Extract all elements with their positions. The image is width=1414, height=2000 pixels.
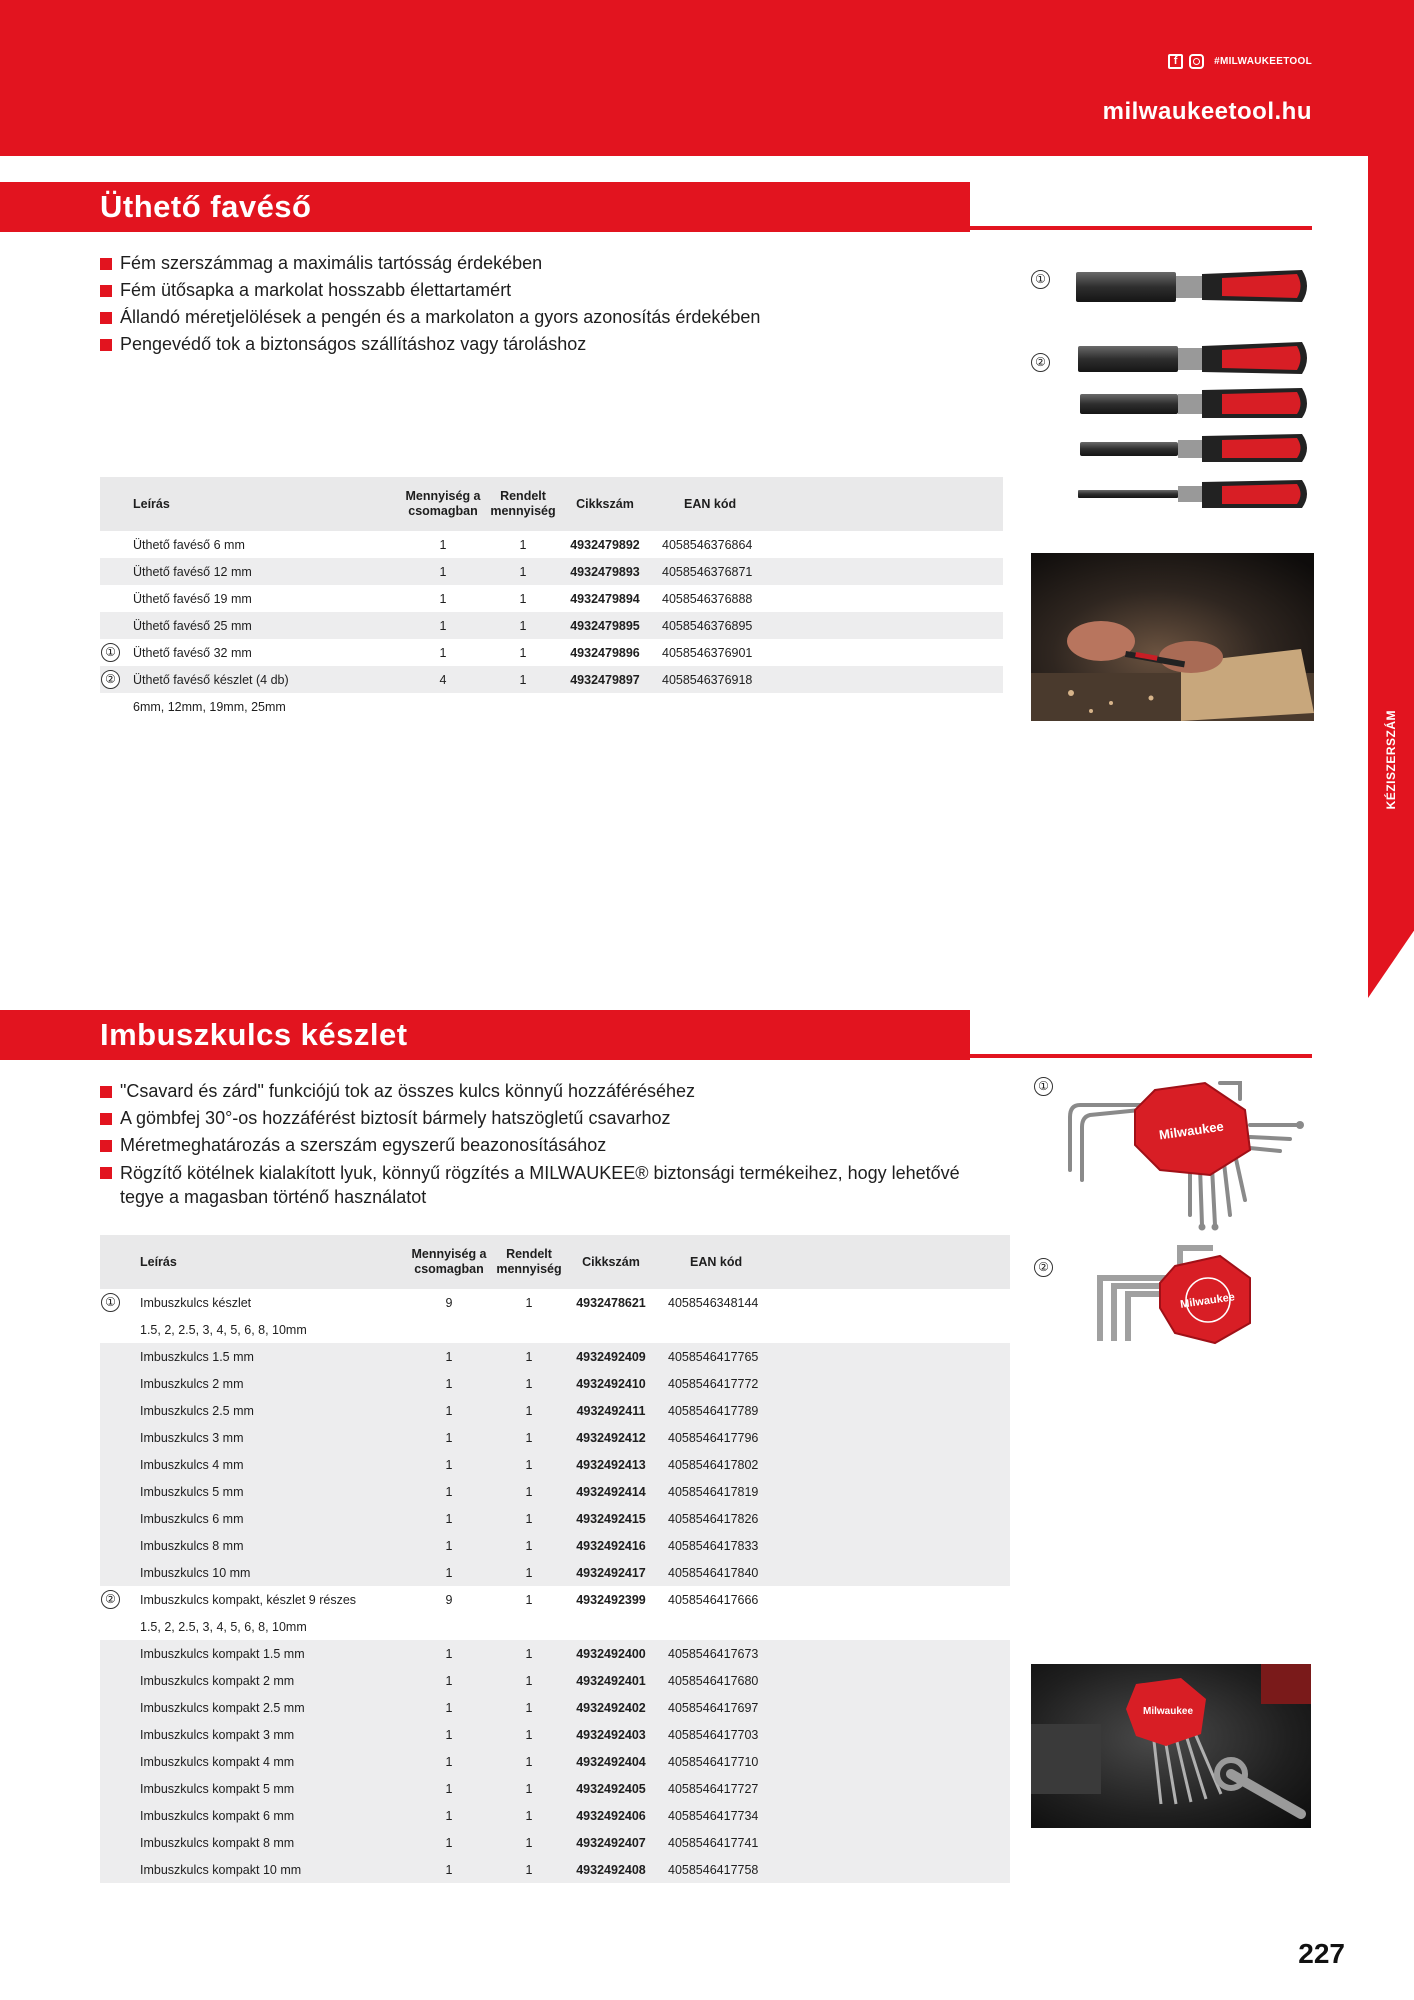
table-row bbox=[100, 531, 1003, 558]
cell-pack-quantity: 1 bbox=[406, 1856, 492, 1883]
cell-description: Üthető favéső 19 mm bbox=[133, 591, 252, 606]
cell-description: Imbuszkulcs 2 mm bbox=[100, 1370, 406, 1397]
header-order-quantity bbox=[492, 1235, 566, 1289]
cell-pack-quantity: 1 bbox=[406, 1343, 492, 1370]
header-pack-quantity-line2: csomagban bbox=[414, 1262, 484, 1276]
header-order-quantity-line2: mennyiség bbox=[496, 1262, 562, 1276]
cell-order-quantity: 1 bbox=[492, 1748, 566, 1775]
feature-item: Állandó méretjelölések a pengén és a markolaton a gyors azonosítás érdekében bbox=[100, 304, 760, 331]
hex-key-usage-photo bbox=[1031, 1664, 1311, 1828]
cell-order-quantity: 1 bbox=[525, 1295, 533, 1310]
cell-ean: 4058546417727 bbox=[656, 1775, 1010, 1802]
cell-pack-quantity: 1 bbox=[439, 591, 447, 606]
table-row bbox=[100, 585, 1003, 612]
table-row bbox=[100, 1343, 1010, 1370]
cell-pack-quantity bbox=[406, 1316, 492, 1343]
cell-ean: 4058546417772 bbox=[656, 1370, 1010, 1397]
cell-article-number bbox=[566, 1316, 656, 1343]
chisel-product-image bbox=[1072, 262, 1316, 512]
table-row bbox=[100, 1478, 1010, 1505]
cell-ean: 4058546417802 bbox=[656, 1451, 1010, 1478]
cell-ean: 4058546417765 bbox=[656, 1343, 1010, 1370]
cell-article-number bbox=[566, 1613, 656, 1640]
header-order-quantity-line1: Rendelt bbox=[506, 1247, 552, 1261]
cell-article-number: 4932492401 bbox=[566, 1667, 656, 1694]
instagram-icon[interactable] bbox=[1189, 54, 1204, 69]
cell-order-quantity: 1 bbox=[525, 1592, 533, 1607]
cell-description: Üthető favéső 6 mm bbox=[133, 537, 245, 552]
product-table bbox=[100, 1235, 1010, 1883]
cell-ean: 4058546376918 bbox=[650, 666, 1003, 693]
table-row bbox=[100, 1667, 1010, 1694]
cell-description: Imbuszkulcs 10 mm bbox=[100, 1559, 406, 1586]
cell-ean: 4058546417826 bbox=[656, 1505, 1010, 1532]
cell-article-number: 4932492407 bbox=[566, 1829, 656, 1856]
cell-ean bbox=[656, 1613, 1010, 1640]
cell-order-quantity: 1 bbox=[486, 612, 560, 639]
product-table bbox=[100, 477, 1003, 720]
cell-article-number: 4932492412 bbox=[566, 1424, 656, 1451]
cell-description: Imbuszkulcs 6 mm bbox=[100, 1505, 406, 1532]
image-marker-2: ② bbox=[1034, 1258, 1053, 1277]
cell-ean: 4058546417819 bbox=[656, 1478, 1010, 1505]
section-title-underline bbox=[970, 226, 1312, 230]
cell-ean: 4058546417710 bbox=[656, 1748, 1010, 1775]
cell-article-number: 4932479896 bbox=[570, 645, 640, 660]
cell-description: Imbuszkulcs kompakt 2 mm bbox=[100, 1667, 406, 1694]
image-marker-1: ① bbox=[1031, 270, 1050, 289]
row-marker: ② bbox=[101, 670, 120, 689]
cell-order-quantity: 1 bbox=[492, 1370, 566, 1397]
cell-article-number: 4932492415 bbox=[566, 1505, 656, 1532]
table-row bbox=[100, 666, 1003, 693]
cell-ean: 4058546417734 bbox=[656, 1802, 1010, 1829]
table-row bbox=[100, 1856, 1010, 1883]
cell-description: Imbuszkulcs kompakt 10 mm bbox=[100, 1856, 406, 1883]
section-title-bar bbox=[0, 1010, 970, 1060]
cell-article-number: 4932492416 bbox=[566, 1532, 656, 1559]
cell-order-quantity: 1 bbox=[492, 1721, 566, 1748]
section-title-underline bbox=[970, 1054, 1312, 1058]
cell-description: Imbuszkulcs kompakt 6 mm bbox=[100, 1802, 406, 1829]
cell-ean: 4058546417673 bbox=[656, 1640, 1010, 1667]
cell-pack-quantity: 1 bbox=[439, 537, 447, 552]
chisel-6mm bbox=[1078, 480, 1307, 508]
cell-description: Imbuszkulcs kompakt 8 mm bbox=[100, 1829, 406, 1856]
table-row bbox=[100, 558, 1003, 585]
cell-description: 6mm, 12mm, 19mm, 25mm bbox=[133, 699, 286, 714]
table-row bbox=[100, 1559, 1010, 1586]
cell-pack-quantity: 1 bbox=[406, 1505, 492, 1532]
header-band bbox=[0, 0, 1414, 156]
cell-order-quantity: 1 bbox=[492, 1424, 566, 1451]
cell-article-number: 4932492408 bbox=[566, 1856, 656, 1883]
cell-article-number: 4932492400 bbox=[566, 1640, 656, 1667]
cell-pack-quantity: 1 bbox=[406, 1424, 492, 1451]
hex-key-set-image bbox=[1040, 1075, 1312, 1235]
header-article-number: Cikkszám bbox=[566, 1235, 656, 1289]
cell-pack-quantity: 1 bbox=[406, 1451, 492, 1478]
cell-description: Imbuszkulcs kompakt, készlet 9 részes bbox=[140, 1592, 357, 1607]
cell-pack-quantity: 1 bbox=[406, 1694, 492, 1721]
feature-item: "Csavard és zárd" funkciójú tok az összes kulcs könnyű hozzáféréséhez bbox=[100, 1078, 960, 1105]
table-header-row bbox=[100, 1235, 1010, 1289]
table-row bbox=[100, 1289, 1010, 1316]
cell-pack-quantity: 1 bbox=[406, 1370, 492, 1397]
cell-order-quantity: 1 bbox=[492, 1667, 566, 1694]
cell-article-number: 4932492410 bbox=[566, 1370, 656, 1397]
cell-description: Üthető favéső 25 mm bbox=[100, 612, 400, 639]
cell-description: Imbuszkulcs készlet bbox=[140, 1295, 252, 1310]
hashtag: #MILWAUKEETOOL bbox=[1214, 56, 1312, 67]
cell-order-quantity: 1 bbox=[492, 1451, 566, 1478]
cell-article-number bbox=[560, 693, 650, 720]
cell-order-quantity: 1 bbox=[492, 1505, 566, 1532]
table-row bbox=[100, 1532, 1010, 1559]
header-pack-quantity-line1: Mennyiség a bbox=[405, 489, 481, 503]
feature-item: A gömbfej 30°-os hozzáférést biztosít bármely hatszögletű csavarhoz bbox=[100, 1105, 960, 1132]
feature-item: Pengevédő tok a biztonságos szállításhoz vagy tároláshoz bbox=[100, 331, 760, 358]
cell-article-number: 4932492405 bbox=[566, 1775, 656, 1802]
cell-order-quantity: 1 bbox=[519, 591, 527, 606]
cell-description: Imbuszkulcs kompakt 1.5 mm bbox=[100, 1640, 406, 1667]
cell-pack-quantity bbox=[400, 693, 486, 720]
cell-pack-quantity: 1 bbox=[439, 645, 447, 660]
header-pack-quantity-line1: Mennyiség a bbox=[411, 1247, 487, 1261]
cell-description: Imbuszkulcs 8 mm bbox=[100, 1532, 406, 1559]
cell-description: Imbuszkulcs 5 mm bbox=[100, 1478, 406, 1505]
feature-list bbox=[100, 250, 760, 358]
header-order-quantity-line1: Rendelt bbox=[500, 489, 546, 503]
cell-description: Imbuszkulcs kompakt 3 mm bbox=[100, 1721, 406, 1748]
image-marker-1: ① bbox=[1034, 1077, 1053, 1096]
header-order-quantity bbox=[486, 477, 560, 531]
chisel-usage-photo bbox=[1031, 553, 1314, 721]
cell-description: Üthető favéső készlet (4 db) bbox=[100, 666, 400, 693]
table-row bbox=[100, 1721, 1010, 1748]
cell-article-number: 4932492411 bbox=[566, 1397, 656, 1424]
cell-description: Imbuszkulcs kompakt 5 mm bbox=[100, 1775, 406, 1802]
table-row bbox=[100, 1370, 1010, 1397]
cell-pack-quantity: 1 bbox=[406, 1640, 492, 1667]
compact-hex-key-set-image bbox=[1080, 1238, 1260, 1358]
cell-order-quantity bbox=[492, 1316, 566, 1343]
row-marker: ② bbox=[101, 1590, 120, 1609]
cell-description: 1.5, 2, 2.5, 3, 4, 5, 6, 8, 10mm bbox=[140, 1322, 307, 1337]
table-row bbox=[100, 1397, 1010, 1424]
feature-item: Rögzítő kötélnek kialakított lyuk, könnyű rögzítés a MILWAUKEE® biztonsági termékeihez, hogy lehetővé tegye a magasban történő használatot bbox=[100, 1159, 960, 1209]
table-row bbox=[100, 1424, 1010, 1451]
social-bar bbox=[1168, 54, 1312, 69]
cell-order-quantity: 1 bbox=[486, 558, 560, 585]
cell-description: Imbuszkulcs kompakt 2.5 mm bbox=[100, 1694, 406, 1721]
cell-ean: 4058546376895 bbox=[650, 612, 1003, 639]
cell-pack-quantity: 1 bbox=[406, 1478, 492, 1505]
cell-order-quantity: 1 bbox=[492, 1802, 566, 1829]
cell-ean: 4058546417796 bbox=[656, 1424, 1010, 1451]
cell-ean: 4058546417697 bbox=[656, 1694, 1010, 1721]
feature-item: Fém szerszámmag a maximális tartósság érdekében bbox=[100, 250, 760, 277]
table-row bbox=[100, 1748, 1010, 1775]
cell-pack-quantity: 1 bbox=[406, 1721, 492, 1748]
table-row bbox=[100, 1829, 1010, 1856]
cell-description: Imbuszkulcs 3 mm bbox=[100, 1424, 406, 1451]
cell-article-number: 4932492404 bbox=[566, 1748, 656, 1775]
chisel-19mm bbox=[1080, 388, 1307, 418]
header-article-number: Cikkszám bbox=[560, 477, 650, 531]
cell-description: Imbuszkulcs 4 mm bbox=[100, 1451, 406, 1478]
section-title: Imbuszkulcs készlet bbox=[100, 1017, 408, 1052]
table-row bbox=[100, 1613, 1010, 1640]
header-ean: EAN kód bbox=[656, 1235, 1010, 1289]
cell-ean: 4058546417789 bbox=[656, 1397, 1010, 1424]
feature-item: Méretmeghatározás a szerszám egyszerű beazonosításához bbox=[100, 1132, 960, 1159]
cell-ean bbox=[650, 693, 1003, 720]
side-category-tab bbox=[1368, 156, 1414, 998]
cell-article-number: 4932478621 bbox=[576, 1295, 646, 1310]
cell-description: Üthető favéső 12 mm bbox=[100, 558, 400, 585]
cell-article-number: 4932492402 bbox=[566, 1694, 656, 1721]
chisel-25mm bbox=[1078, 342, 1307, 374]
cell-pack-quantity: 1 bbox=[400, 612, 486, 639]
cell-order-quantity: 1 bbox=[492, 1478, 566, 1505]
cell-order-quantity: 1 bbox=[492, 1775, 566, 1802]
cell-pack-quantity: 1 bbox=[406, 1775, 492, 1802]
cell-article-number: 4932479893 bbox=[560, 558, 650, 585]
cell-pack-quantity: 1 bbox=[406, 1667, 492, 1694]
row-marker: ① bbox=[101, 643, 120, 662]
cell-order-quantity: 1 bbox=[492, 1694, 566, 1721]
table-row bbox=[100, 1640, 1010, 1667]
cell-ean: 4058546376888 bbox=[662, 591, 753, 606]
cell-ean: 4058546348144 bbox=[668, 1295, 759, 1310]
table-row bbox=[100, 1586, 1010, 1613]
table-row bbox=[100, 1316, 1010, 1343]
cell-ean: 4058546376901 bbox=[662, 645, 753, 660]
cell-ean: 4058546417833 bbox=[656, 1532, 1010, 1559]
table-row bbox=[100, 612, 1003, 639]
cell-pack-quantity: 9 bbox=[445, 1592, 453, 1607]
cell-description: Imbuszkulcs 1.5 mm bbox=[100, 1343, 406, 1370]
cell-article-number: 4932479897 bbox=[560, 666, 650, 693]
cell-description: 1.5, 2, 2.5, 3, 4, 5, 6, 8, 10mm bbox=[140, 1619, 307, 1634]
feature-list bbox=[100, 1078, 960, 1209]
cell-pack-quantity: 1 bbox=[406, 1397, 492, 1424]
table-row bbox=[100, 1451, 1010, 1478]
cell-ean: 4058546417680 bbox=[656, 1667, 1010, 1694]
table-header-row bbox=[100, 477, 1003, 531]
cell-order-quantity: 1 bbox=[492, 1640, 566, 1667]
cell-article-number: 4932492417 bbox=[566, 1559, 656, 1586]
table-row bbox=[100, 693, 1003, 720]
cell-article-number: 4932492399 bbox=[576, 1592, 646, 1607]
cell-ean: 4058546417666 bbox=[668, 1592, 759, 1607]
section-title: Üthető favéső bbox=[100, 189, 312, 224]
cell-ean: 4058546417741 bbox=[656, 1829, 1010, 1856]
cell-pack-quantity: 1 bbox=[406, 1559, 492, 1586]
cell-order-quantity: 1 bbox=[486, 666, 560, 693]
cell-order-quantity: 1 bbox=[492, 1829, 566, 1856]
table-row bbox=[100, 1802, 1010, 1829]
row-marker: ① bbox=[101, 1293, 120, 1312]
cell-order-quantity bbox=[492, 1613, 566, 1640]
cell-ean: 4058546376871 bbox=[650, 558, 1003, 585]
feature-item: Fém ütősapka a markolat hosszabb élettartamért bbox=[100, 277, 760, 304]
cell-description: Üthető favéső 32 mm bbox=[133, 645, 252, 660]
cell-description: Imbuszkulcs kompakt 4 mm bbox=[100, 1748, 406, 1775]
cell-article-number: 4932479892 bbox=[570, 537, 640, 552]
cell-pack-quantity: 1 bbox=[406, 1748, 492, 1775]
cell-ean: 4058546417703 bbox=[656, 1721, 1010, 1748]
cell-article-number: 4932492403 bbox=[566, 1721, 656, 1748]
cell-article-number: 4932479894 bbox=[570, 591, 640, 606]
table-row bbox=[100, 639, 1003, 666]
cell-ean: 4058546417840 bbox=[656, 1559, 1010, 1586]
table-row bbox=[100, 1775, 1010, 1802]
cell-order-quantity: 1 bbox=[492, 1856, 566, 1883]
cell-order-quantity: 1 bbox=[492, 1343, 566, 1370]
image-marker-2: ② bbox=[1031, 353, 1050, 372]
cell-order-quantity bbox=[486, 693, 560, 720]
cell-pack-quantity: 9 bbox=[445, 1295, 453, 1310]
cell-pack-quantity: 1 bbox=[406, 1802, 492, 1829]
cell-ean: 4058546376864 bbox=[662, 537, 753, 552]
cell-order-quantity: 1 bbox=[492, 1559, 566, 1586]
table-row bbox=[100, 1505, 1010, 1532]
cell-pack-quantity: 1 bbox=[406, 1829, 492, 1856]
header-pack-quantity bbox=[400, 477, 486, 531]
side-category-label: KÉZISZERSZÁM bbox=[1384, 710, 1398, 810]
cell-pack-quantity bbox=[406, 1613, 492, 1640]
cell-ean bbox=[656, 1316, 1010, 1343]
cell-article-number: 4932492414 bbox=[566, 1478, 656, 1505]
cell-order-quantity: 1 bbox=[519, 645, 527, 660]
header-description: Leírás bbox=[100, 1235, 406, 1289]
section-title-bar bbox=[0, 182, 970, 232]
chisel-12mm bbox=[1080, 434, 1307, 462]
table-row bbox=[100, 1694, 1010, 1721]
svg-text:Milwaukee: Milwaukee bbox=[1142, 1706, 1194, 1717]
cell-description: Imbuszkulcs 2.5 mm bbox=[100, 1397, 406, 1424]
cell-order-quantity: 1 bbox=[492, 1532, 566, 1559]
header-ean: EAN kód bbox=[650, 477, 1003, 531]
header-pack-quantity bbox=[406, 1235, 492, 1289]
svg-text:Milwaukee: Milwaukee bbox=[1179, 1291, 1236, 1311]
site-url[interactable]: milwaukeetool.hu bbox=[1102, 98, 1312, 125]
header-pack-quantity-line2: csomagban bbox=[408, 504, 478, 518]
header-description: Leírás bbox=[100, 477, 400, 531]
facebook-icon[interactable]: f bbox=[1168, 54, 1183, 69]
page-number: 227 bbox=[1298, 1938, 1345, 1969]
cell-article-number: 4932492409 bbox=[566, 1343, 656, 1370]
cell-order-quantity: 1 bbox=[492, 1397, 566, 1424]
cell-article-number: 4932492413 bbox=[566, 1451, 656, 1478]
cell-order-quantity: 1 bbox=[519, 537, 527, 552]
cell-pack-quantity: 1 bbox=[400, 558, 486, 585]
svg-text:Milwaukee: Milwaukee bbox=[1158, 1118, 1225, 1143]
header-order-quantity-line2: mennyiség bbox=[490, 504, 556, 518]
cell-article-number: 4932492406 bbox=[566, 1802, 656, 1829]
cell-ean: 4058546417758 bbox=[656, 1856, 1010, 1883]
cell-article-number: 4932479895 bbox=[560, 612, 650, 639]
cell-pack-quantity: 4 bbox=[400, 666, 486, 693]
cell-pack-quantity: 1 bbox=[406, 1532, 492, 1559]
chisel-32mm bbox=[1076, 270, 1307, 302]
